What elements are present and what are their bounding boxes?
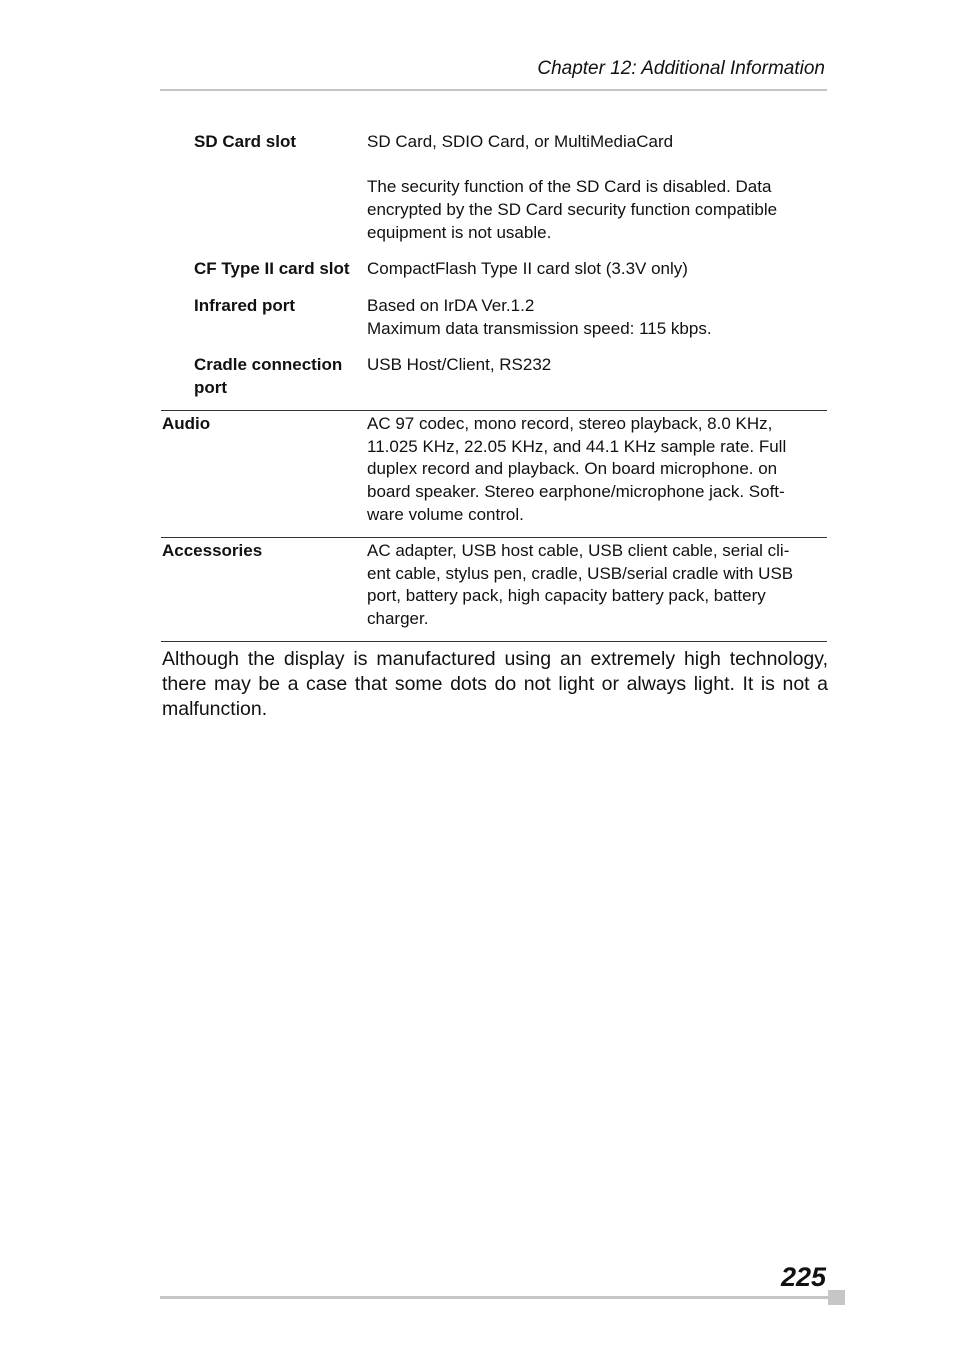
- spec-label-cradle-line-1: Cradle connection: [194, 355, 343, 374]
- spec-value-accessories: [367, 540, 827, 631]
- spec-value-cradle-connection-port: [367, 354, 827, 377]
- spec-value-cf-card-slot: [367, 258, 827, 281]
- display-note-paragraph: Although the display is manufactured using an extremely high technology, there may be a case that some dots do not light or always light. It is not a malfunction.: [162, 648, 828, 720]
- spec-label-cradle-connection-port: [194, 354, 364, 399]
- spec-label-cradle-line-2: port: [194, 377, 228, 397]
- spec-value-infrared-line-1: Based on IrDA Ver.1.2: [367, 296, 535, 315]
- footer-divider: [160, 1296, 828, 1299]
- table-divider-accessories-top: [161, 537, 827, 538]
- spec-value-accessories-line-3: port, battery pack, high capacity battery pack, battery: [367, 586, 766, 606]
- spec-value-accessories-line-1: AC adapter, USB host cable, USB client cable, serial cli-: [367, 541, 790, 560]
- spec-value-cf-card-text: CompactFlash Type II card slot (3.3V only): [367, 259, 688, 278]
- spec-value-accessories-line-2: ent cable, stylus pen, cradle, USB/serial cradle with USB: [367, 563, 794, 583]
- spec-value-sd-card-security-note: The security function of the SD Card is disabled. Data encrypted by the SD Card security function compatible equipment is not usable.: [367, 177, 778, 242]
- table-divider-bottom: [161, 641, 827, 642]
- spec-value-sd-card-slot: [367, 131, 827, 245]
- spec-value-audio-line-4: board speaker. Stereo earphone/microphone jack. Soft-: [367, 482, 785, 502]
- spec-label-audio: Audio: [162, 414, 211, 433]
- table-divider-audio-top: [161, 410, 827, 411]
- spec-value-audio-line-2: 11.025 KHz, 22.05 KHz, and 44.1 KHz sample rate. Full: [367, 436, 787, 456]
- spec-value-accessories-line-4: charger.: [367, 609, 429, 629]
- spec-value-infrared-line-2: Maximum data transmission speed: 115 kbps.: [367, 318, 712, 338]
- header-divider: [160, 89, 827, 91]
- page-number: 225: [780, 1262, 826, 1292]
- spec-label-cf-card-slot: CF Type II card slot: [194, 259, 350, 278]
- spec-value-audio-line-5: ware volume control.: [367, 504, 524, 524]
- spec-label-infrared-port: Infrared port: [194, 296, 296, 315]
- spec-value-audio: [367, 413, 827, 527]
- spec-label-sd-card-slot: SD Card slot: [194, 132, 297, 151]
- footer-marker: [828, 1290, 845, 1305]
- chapter-title: Chapter 12: Additional Information: [537, 58, 825, 79]
- spec-value-audio-line-3: duplex record and playback. On board microphone. on: [367, 459, 778, 479]
- spec-value-audio-line-1: AC 97 codec, mono record, stereo playback, 8.0 KHz,: [367, 414, 773, 433]
- spec-label-accessories: Accessories: [162, 541, 263, 560]
- spec-value-cradle-text: USB Host/Client, RS232: [367, 355, 552, 374]
- spec-value-infrared-port: [367, 295, 827, 340]
- spec-value-sd-card-types: SD Card, SDIO Card, or MultiMediaCard: [367, 132, 674, 151]
